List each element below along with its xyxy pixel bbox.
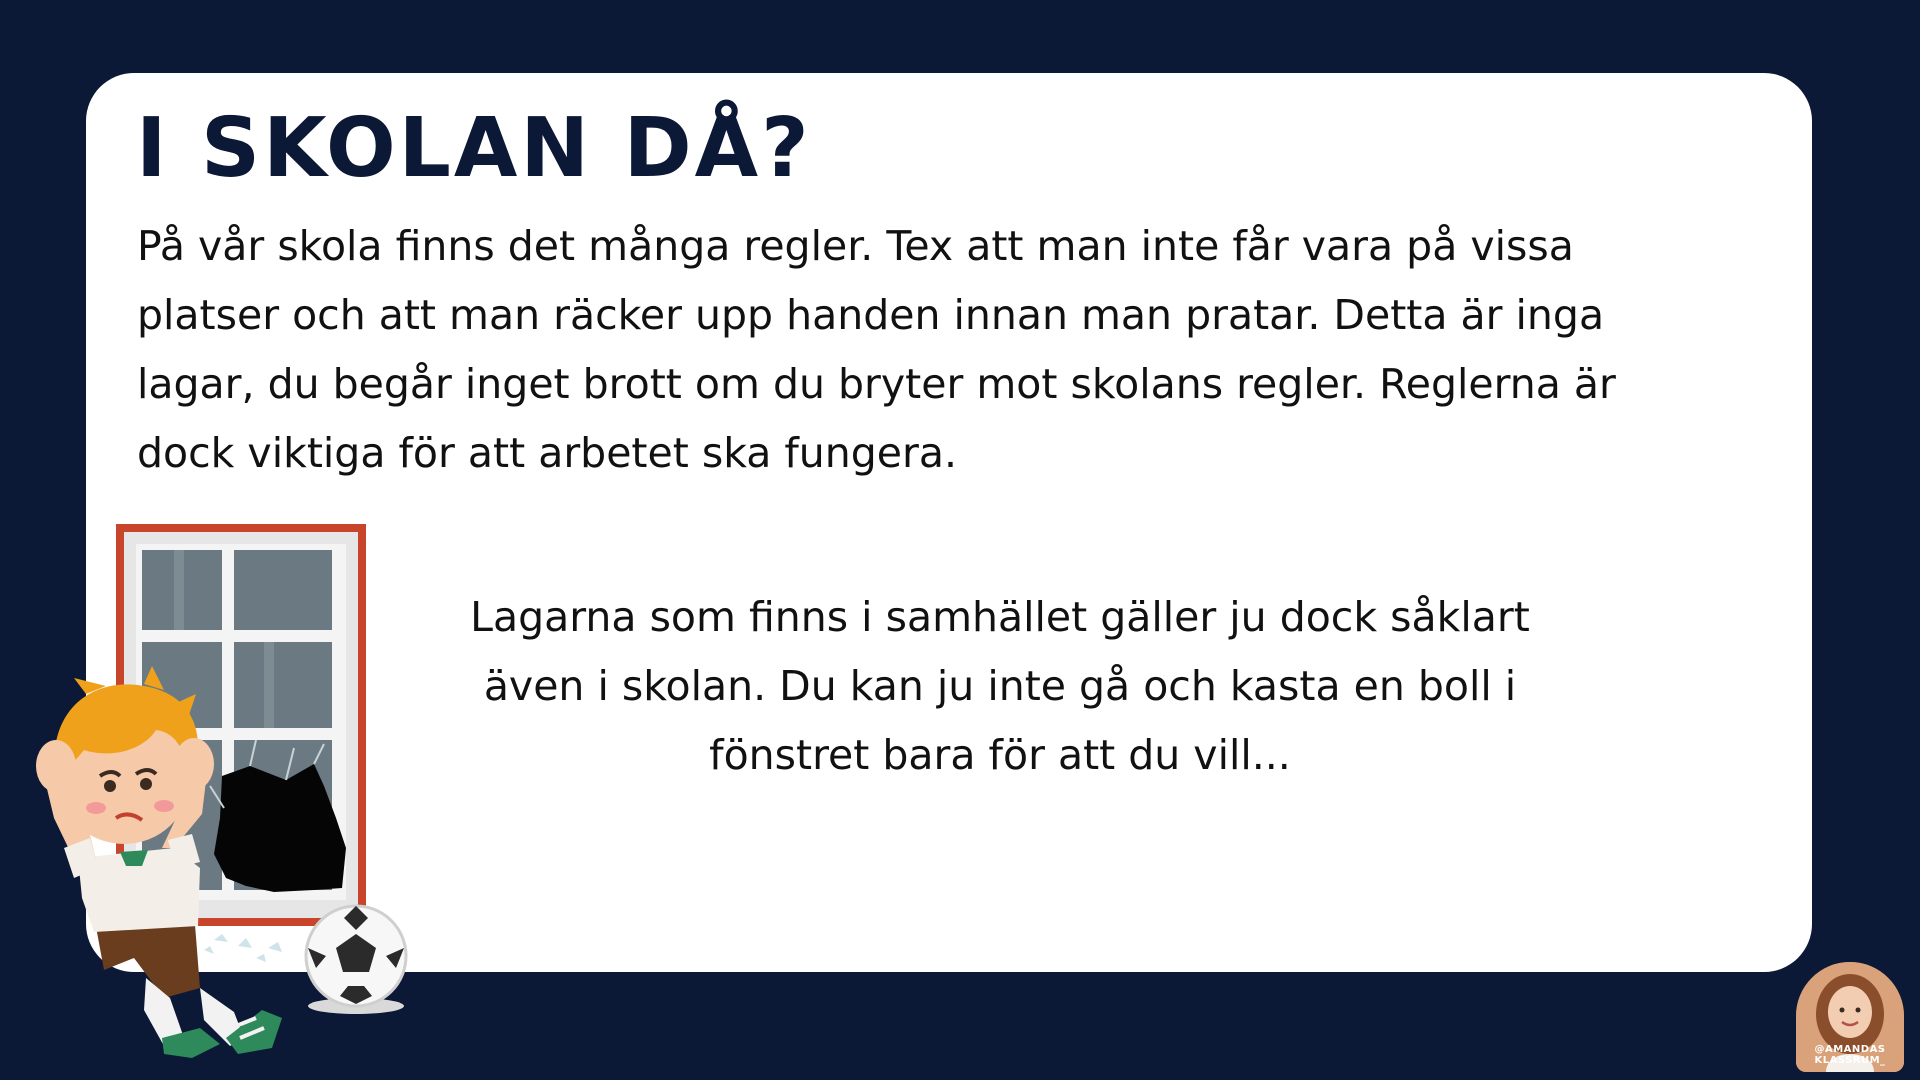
author-badge (1796, 962, 1904, 1072)
soccer-ball-icon (306, 906, 406, 1014)
broken-window-illustration (24, 518, 424, 1058)
intro-paragraph: På vår skola finns det många regler. Tex att man inte får vara på vissa platser och att man räcker upp handen innan man pratar. Detta är inga lagar, du begår inget brott om du bryter mot skolans regler. Reglerna är dock viktiga för att arbetet ska fungera. (137, 222, 1616, 477)
slide-title: I SKOLAN DÅ? (136, 101, 812, 196)
author-handle-line1: @AMANDAS (1814, 1044, 1886, 1055)
laws-note-paragraph: Lagarna som finns i samhället gäller ju dock såklart även i skolan. Du kan ju inte gå och kasta en boll i fönstret bara för att du vill... (470, 593, 1530, 779)
author-handle-line2: KLASSRUM_ (1814, 1055, 1886, 1066)
author-handle (1796, 1044, 1904, 1066)
